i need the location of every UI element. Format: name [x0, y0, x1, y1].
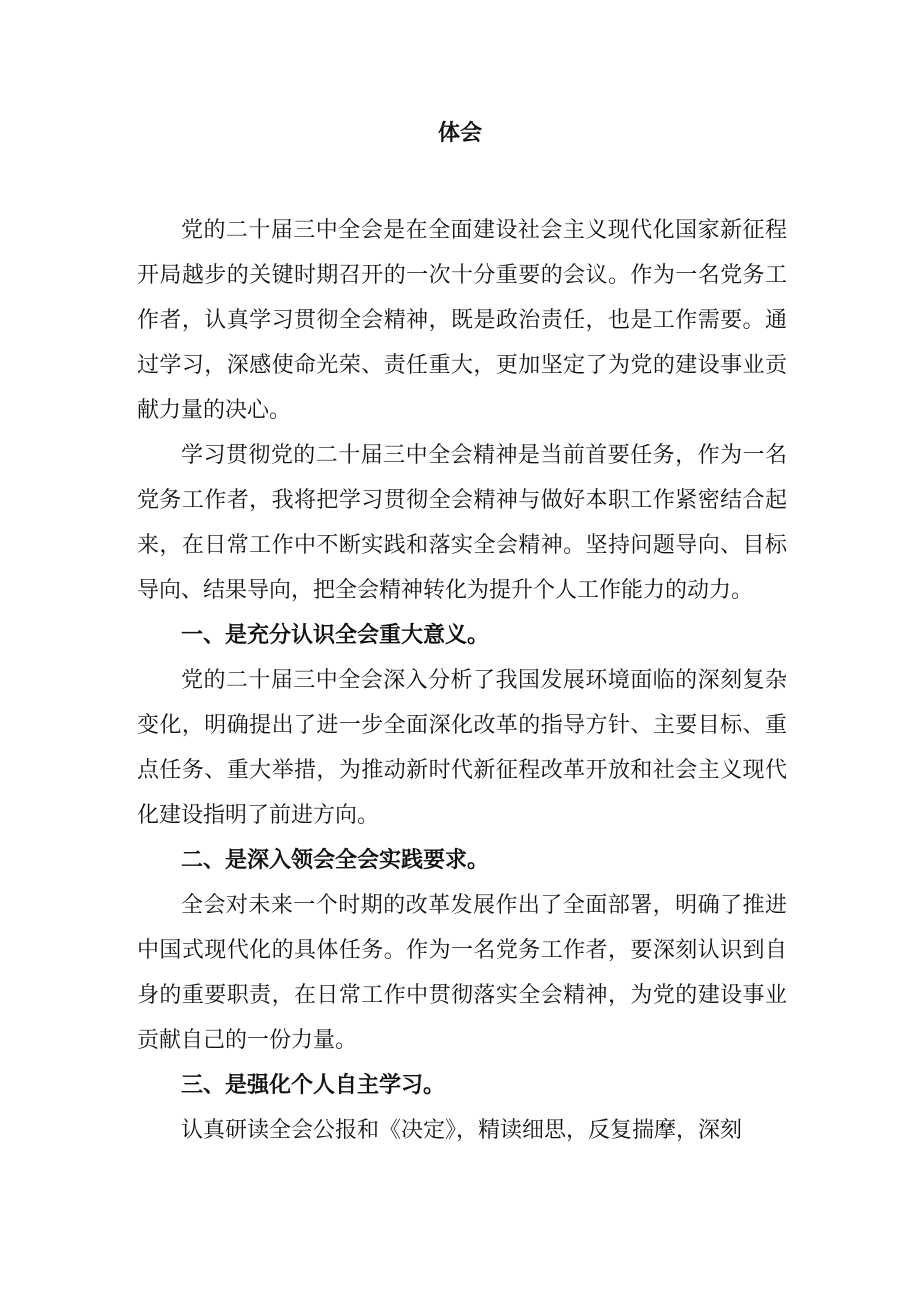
intro-paragraph: 学习贯彻党的二十届三中全会精神是当前首要任务，作为一名党务工作者，我将把学习贯彻全会精神与做好本职工作紧密结合起来，在日常工作中不断实践和落实全会精神。坚持问题导向、目标导向、结果导向，把全会精神转化为提升个人工作能力的动力。 [137, 443, 787, 603]
document-body [137, 208, 787, 1153]
section-heading: 二、是深入领会全会实践要求。 [181, 848, 490, 873]
document-title: 体会 [437, 121, 482, 146]
section-paragraph: 党的二十届三中全会深入分析了我国发展环境面临的深刻复杂变化，明确提出了进一步全面深化改革的指导方针、主要目标、重点任务、重大举措，为推动新时代新征程改革开放和社会主义现代化建设指明了前进方向。 [137, 668, 787, 828]
section-heading: 一、是充分认识全会重大意义。 [181, 623, 490, 648]
section-paragraph: 认真研读全会公报和《决定》，精读细思，反复揣摩，深刻 [181, 1118, 743, 1143]
intro-paragraph: 党的二十届三中全会是在全面建设社会主义现代化国家新征程开局越步的关键时期召开的一次十分重要的会议。作为一名党务工作者，认真学习贯彻全会精神，既是政治责任，也是工作需要。通过学习，深感使命光荣、责任重大，更加坚定了为党的建设事业贡献力量的决心。 [137, 218, 787, 423]
section-heading: 三、是强化个人自主学习。 [181, 1073, 446, 1098]
section-paragraph: 全会对未来一个时期的改革发展作出了全面部署，明确了推进中国式现代化的具体任务。作为一名党务工作者，要深刻认识到自身的重要职责，在日常工作中贯彻落实全会精神，为党的建设事业贡献自己的一份力量。 [137, 893, 787, 1053]
